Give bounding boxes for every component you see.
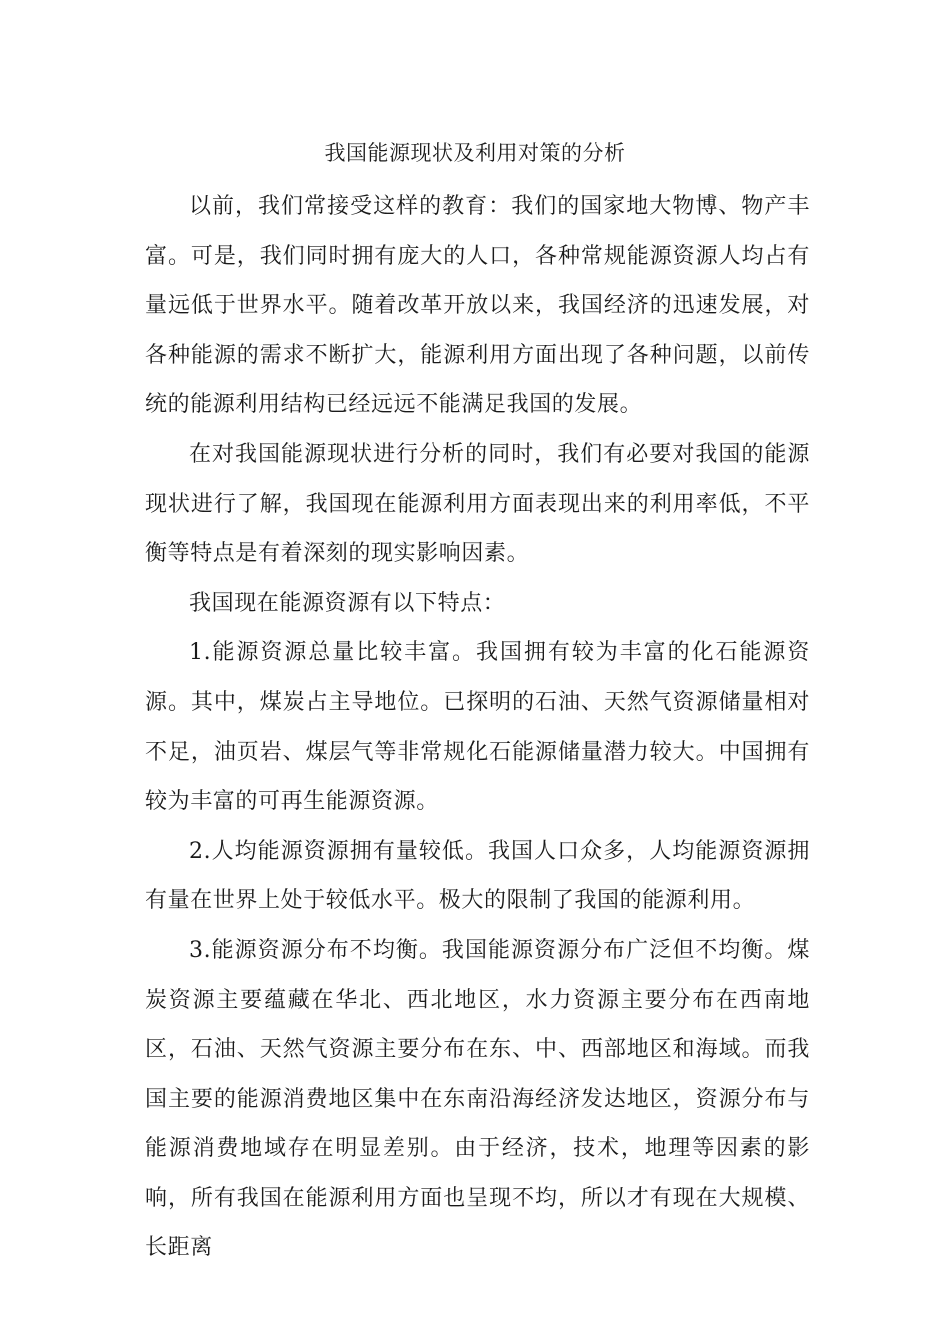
paragraph-analysis: 在对我国能源现状进行分析的同时，我们有必要对我国的能源现状进行了解，我国现在能源利用方面表现出来的利用率低，不平衡等特点是有着深刻的现实影响因素。	[145, 441, 810, 567]
paragraph-feature-3: 3.能源资源分布不均衡。我国能源资源分布广泛但不均衡。煤炭资源主要蕴藏在华北、西北地区，水力资源主要分布在西南地区，石油、天然气资源主要分布在东、中、西部地区和海域。而我国主要的能源消费地区集中在东南沿海经济发达地区，资源分布与能源消费地域存在明显差别。由于经济，技术，地理等因素的影响，所有我国在能源利用方面也呈现不均，所以才有现在大规模、长距离	[145, 937, 810, 1261]
paragraph-feature-1: 1.能源资源总量比较丰富。我国拥有较为丰富的化石能源资源。其中，煤炭占主导地位。已探明的石油、天然气资源储量相对不足，油页岩、煤层气等非常规化石能源储量潜力较大。中国拥有较为丰富的可再生能源资源。	[145, 640, 810, 815]
paragraph-intro: 以前，我们常接受这样的教育：我们的国家地大物博、物产丰富。可是，我们同时拥有庞大的人口，各种常规能源资源人均占有量远低于世界水平。随着改革开放以来，我国经济的迅速发展，对各种能源的需求不断扩大，能源利用方面出现了各种问题，以前传统的能源利用结构已经远远不能满足我国的发展。	[145, 194, 810, 418]
document-body	[145, 182, 810, 1273]
paragraph-features-heading: 我国现在能源资源有以下特点：	[189, 590, 506, 616]
paragraph-feature-2: 2.人均能源资源拥有量较低。我国人口众多，人均能源资源拥有量在世界上处于较低水平。极大的限制了我国的能源利用。	[145, 838, 810, 914]
document-title: 我国能源现状及利用对策的分析	[324, 141, 626, 165]
